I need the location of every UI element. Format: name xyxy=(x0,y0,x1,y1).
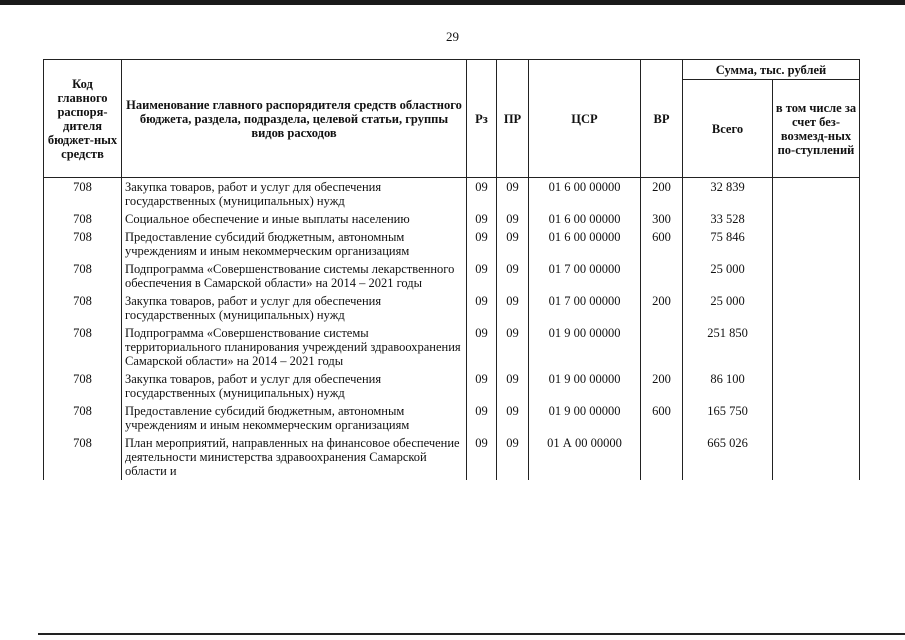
cell-total: 165 750 xyxy=(683,402,773,434)
cell-name: Закупка товаров, работ и услуг для обеспечения государственных (муниципальных) нужд xyxy=(122,292,467,324)
header-name: Наименование главного распорядителя средств областного бюджета, раздела, подраздела, целевой статьи, группы видов расходов xyxy=(122,60,467,178)
cell-csr: 01 6 00 00000 xyxy=(529,210,641,228)
cell-incl xyxy=(773,292,860,324)
cell-pr: 09 xyxy=(497,434,529,480)
cell-name: Закупка товаров, работ и услуг для обеспечения государственных (муниципальных) нужд xyxy=(122,178,467,211)
cell-vr: 200 xyxy=(641,370,683,402)
page-number: 29 xyxy=(446,29,459,44)
cell-total: 86 100 xyxy=(683,370,773,402)
cell-pr: 09 xyxy=(497,210,529,228)
header-code: Код главного распоря-дителя бюджет-ных средств xyxy=(44,60,122,178)
cell-rz: 09 xyxy=(467,178,497,211)
table-row xyxy=(44,210,860,228)
cell-incl xyxy=(773,228,860,260)
cell-csr: 01 9 00 00000 xyxy=(529,370,641,402)
cell-code: 708 xyxy=(44,324,122,370)
cell-vr: 200 xyxy=(641,292,683,324)
budget-table xyxy=(43,59,860,480)
cell-csr: 01 7 00 00000 xyxy=(529,260,641,292)
cell-rz: 09 xyxy=(467,370,497,402)
cell-pr: 09 xyxy=(497,292,529,324)
table-row xyxy=(44,292,860,324)
table-row xyxy=(44,178,860,211)
cell-pr: 09 xyxy=(497,260,529,292)
cell-code: 708 xyxy=(44,370,122,402)
cell-total: 25 000 xyxy=(683,260,773,292)
cell-code: 708 xyxy=(44,434,122,480)
table-body xyxy=(44,178,860,481)
cell-vr: 300 xyxy=(641,210,683,228)
cell-name: Подпрограмма «Совершенствование системы территориального планирования учреждений здравоохранения Самарской области» на 2014 – 2021 годы xyxy=(122,324,467,370)
cell-name: Социальное обеспечение и иные выплаты населению xyxy=(122,210,467,228)
cell-rz: 09 xyxy=(467,434,497,480)
cell-incl xyxy=(773,434,860,480)
table-row xyxy=(44,324,860,370)
cell-rz: 09 xyxy=(467,292,497,324)
cell-incl xyxy=(773,260,860,292)
cell-code: 708 xyxy=(44,260,122,292)
cell-total: 665 026 xyxy=(683,434,773,480)
cell-vr: 200 xyxy=(641,178,683,211)
cell-code: 708 xyxy=(44,210,122,228)
cell-name: Предоставление субсидий бюджетным, автономным учреждениям и иным некоммерческим организациям xyxy=(122,402,467,434)
header-total: Всего xyxy=(683,80,773,178)
cell-incl xyxy=(773,210,860,228)
cell-total: 75 846 xyxy=(683,228,773,260)
cell-pr: 09 xyxy=(497,370,529,402)
table-header xyxy=(44,60,860,178)
header-vr: ВР xyxy=(641,60,683,178)
table-row xyxy=(44,434,860,480)
cell-total: 25 000 xyxy=(683,292,773,324)
cell-rz: 09 xyxy=(467,402,497,434)
cell-vr xyxy=(641,260,683,292)
cell-rz: 09 xyxy=(467,210,497,228)
cell-pr: 09 xyxy=(497,402,529,434)
cell-code: 708 xyxy=(44,228,122,260)
header-rz: Рз xyxy=(467,60,497,178)
cell-incl xyxy=(773,402,860,434)
scan-bottom-edge xyxy=(38,633,905,635)
cell-csr: 01 6 00 00000 xyxy=(529,228,641,260)
cell-rz: 09 xyxy=(467,260,497,292)
cell-rz: 09 xyxy=(467,324,497,370)
cell-incl xyxy=(773,324,860,370)
header-csr: ЦСР xyxy=(529,60,641,178)
header-incl: в том числе за счет без-возмезд-ных по-ступлений xyxy=(773,80,860,178)
table-row xyxy=(44,402,860,434)
cell-csr: 01 9 00 00000 xyxy=(529,324,641,370)
cell-total: 33 528 xyxy=(683,210,773,228)
cell-name: Закупка товаров, работ и услуг для обеспечения государственных (муниципальных) нужд xyxy=(122,370,467,402)
cell-name: Подпрограмма «Совершенствование системы лекарственного обеспечения в Самарской области» на 2014 – 2021 годы xyxy=(122,260,467,292)
cell-code: 708 xyxy=(44,402,122,434)
cell-code: 708 xyxy=(44,178,122,211)
cell-total: 32 839 xyxy=(683,178,773,211)
cell-vr xyxy=(641,324,683,370)
cell-vr: 600 xyxy=(641,228,683,260)
cell-name: Предоставление субсидий бюджетным, автономным учреждениям и иным некоммерческим организациям xyxy=(122,228,467,260)
cell-total: 251 850 xyxy=(683,324,773,370)
table-row xyxy=(44,228,860,260)
cell-pr: 09 xyxy=(497,324,529,370)
cell-name: План мероприятий, направленных на финансовое обеспечение деятельности министерства здравоохранения Самарской области и xyxy=(122,434,467,480)
table-row xyxy=(44,370,860,402)
cell-vr xyxy=(641,434,683,480)
header-sum: Сумма, тыс. рублей xyxy=(683,60,860,80)
cell-csr: 01 6 00 00000 xyxy=(529,178,641,211)
cell-rz: 09 xyxy=(467,228,497,260)
scan-top-edge xyxy=(0,0,905,5)
cell-incl xyxy=(773,178,860,211)
table-row xyxy=(44,260,860,292)
cell-csr: 01 9 00 00000 xyxy=(529,402,641,434)
cell-vr: 600 xyxy=(641,402,683,434)
cell-incl xyxy=(773,370,860,402)
cell-pr: 09 xyxy=(497,178,529,211)
cell-csr: 01 7 00 00000 xyxy=(529,292,641,324)
cell-code: 708 xyxy=(44,292,122,324)
header-pr: ПР xyxy=(497,60,529,178)
cell-pr: 09 xyxy=(497,228,529,260)
cell-csr: 01 А 00 00000 xyxy=(529,434,641,480)
